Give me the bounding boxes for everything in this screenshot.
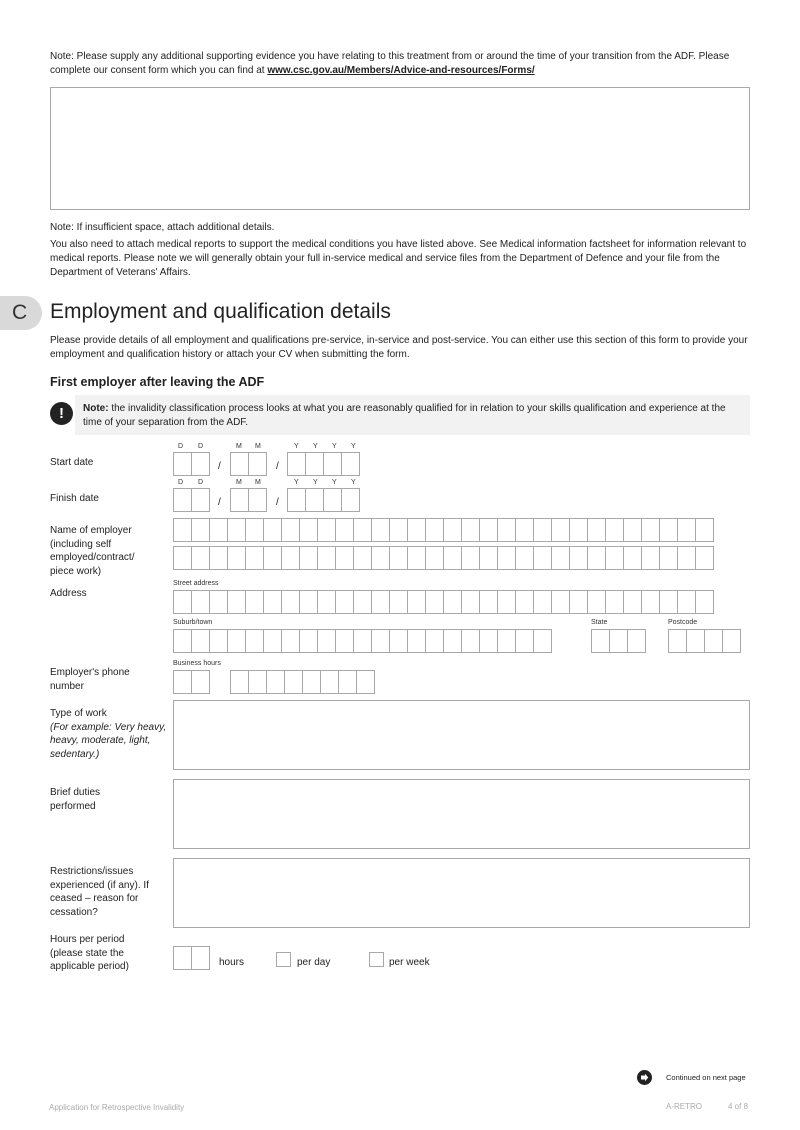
restrictions-label: Restrictions/issues experienced (if any). If ceased – reason for cessation?	[50, 866, 149, 918]
address-label: Address	[50, 588, 87, 599]
finish-date-label: Finish date	[50, 493, 99, 504]
brief-duties-label: Brief duties performed	[50, 787, 101, 812]
section-title: Employment and qualification details	[50, 300, 391, 323]
footer-form-title: Application for Retrospective Invalidity	[49, 1103, 185, 1112]
date-separator: /	[218, 461, 221, 472]
date-hint-y: Y	[351, 479, 356, 486]
postcode-input[interactable]	[668, 629, 741, 653]
note-callout	[75, 395, 750, 435]
callout-bold: Note:	[83, 403, 109, 414]
subsection-title: First employer after leaving the ADF	[50, 375, 265, 389]
suburb-input[interactable]	[173, 629, 552, 653]
phone-area-code[interactable]	[173, 670, 210, 694]
exclamation-icon: !	[50, 402, 73, 425]
finish-date-day[interactable]	[173, 488, 210, 512]
date-separator: /	[276, 497, 279, 508]
type-of-work-example: (For example: Very heavy, heavy, moderate, light, sedentary.)	[50, 721, 167, 760]
business-hours-label: Business hours	[173, 660, 221, 667]
continued-arrow-icon	[637, 1070, 652, 1085]
start-date-year[interactable]	[287, 452, 360, 476]
start-date-label: Start date	[50, 457, 94, 468]
date-hint-y: Y	[294, 479, 299, 486]
start-date-day[interactable]	[173, 452, 210, 476]
date-hint-y: Y	[332, 479, 337, 486]
finish-date-year[interactable]	[287, 488, 360, 512]
date-hint-y: Y	[351, 443, 356, 450]
date-separator: /	[276, 461, 279, 472]
consent-note	[50, 50, 750, 78]
state-input[interactable]	[591, 629, 646, 653]
employer-name-label: Name of employer (including self employed/contract/ piece work)	[50, 525, 135, 577]
state-label: State	[591, 619, 608, 626]
section-tab	[0, 296, 42, 330]
supporting-evidence-textarea[interactable]	[50, 87, 750, 210]
date-hint-y: Y	[294, 443, 299, 450]
date-hint-y: Y	[332, 443, 337, 450]
section-description: Please provide details of all employment and qualifications pre-service, in-service and post-service. You can either use this section of this form to provide your employment and qualification history or attach your CV when submitting the form.	[50, 335, 748, 360]
callout-text	[83, 402, 742, 430]
date-hint-d: D	[198, 479, 204, 486]
date-hint-m: M	[255, 443, 261, 450]
street-address-label: Street address	[173, 580, 219, 587]
finish-date-month[interactable]	[230, 488, 267, 512]
hours-label: hours	[219, 957, 245, 968]
date-hint-y: Y	[313, 479, 318, 486]
phone-number[interactable]	[230, 670, 375, 694]
insufficient-space-note: Note: If insufficient space, attach additional details.	[50, 222, 275, 233]
per-day-checkbox[interactable]	[276, 952, 291, 967]
type-of-work-textarea[interactable]	[173, 700, 750, 770]
employer-name-line-1[interactable]	[173, 518, 714, 542]
phone-label: Employer's phone number	[50, 667, 130, 692]
hours-per-period-label: Hours per period (please state the applicable period)	[50, 934, 129, 972]
start-date-month[interactable]	[230, 452, 267, 476]
postcode-label: Postcode	[668, 619, 698, 626]
consent-note-text: Note: Please supply any additional supporting evidence you have relating to this treatment from or around the time of your transition from the ADF. Please complete our consent form which you can find at	[50, 51, 730, 76]
date-hint-m: M	[236, 443, 242, 450]
hours-input[interactable]	[173, 946, 210, 970]
section-letter: C	[12, 301, 28, 324]
date-hint-m: M	[255, 479, 261, 486]
per-week-checkbox[interactable]	[369, 952, 384, 967]
consent-form-link[interactable]: www.csc.gov.au/Members/Advice-and-resources/Forms/	[267, 65, 535, 76]
type-of-work-label	[50, 707, 172, 761]
brief-duties-textarea[interactable]	[173, 779, 750, 849]
medical-reports-paragraph: You also need to attach medical reports to support the medical conditions you have listed above. See Medical information factsheet for information relevant to medical reports. Please note we will generally obtain your full in-service medical and service files from the Department of Defence and your file from the Department of Veterans' Affairs.	[50, 239, 747, 278]
date-separator: /	[218, 497, 221, 508]
street-address-input[interactable]	[173, 590, 714, 614]
restrictions-textarea[interactable]	[173, 858, 750, 928]
suburb-label: Suburb/town	[173, 619, 213, 626]
per-day-label: per day	[297, 957, 331, 968]
date-hint-d: D	[198, 443, 204, 450]
continued-next-page: Continued on next page	[666, 1073, 746, 1082]
callout-body: the invalidity classification process looks at what you are reasonably qualified for in relation to your skills qualification and experience at the time of your separation from the ADF.	[83, 403, 726, 428]
date-hint-d: D	[178, 443, 184, 450]
footer-form-code: A-RETRO	[666, 1102, 702, 1111]
type-of-work-title: Type of work	[50, 708, 107, 719]
date-hint-m: M	[236, 479, 242, 486]
employer-name-line-2[interactable]	[173, 546, 714, 570]
footer-page-number: 4 of 8	[728, 1102, 749, 1111]
date-hint-d: D	[178, 479, 184, 486]
per-week-label: per week	[389, 957, 430, 968]
date-hint-y: Y	[313, 443, 318, 450]
